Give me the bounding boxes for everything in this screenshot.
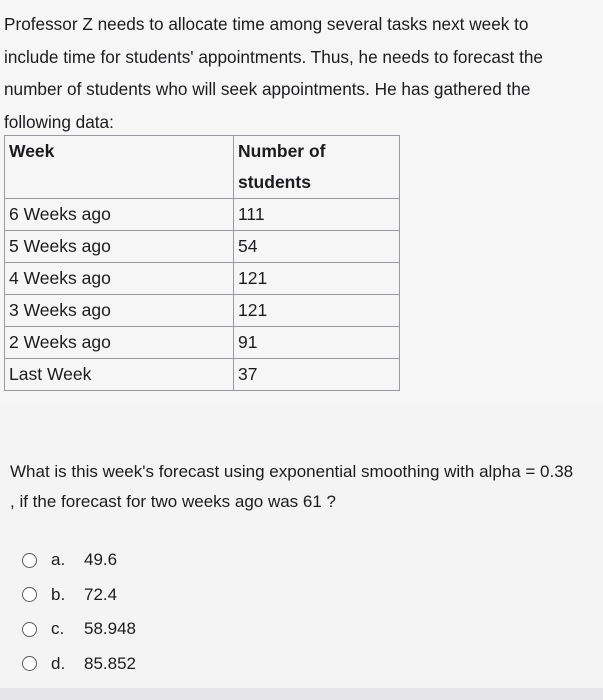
table-header-row: [5, 136, 400, 199]
table-row: [5, 359, 400, 391]
option-letter: c.: [51, 619, 65, 639]
option-c[interactable]: [22, 612, 136, 647]
radio-button-icon[interactable]: [22, 587, 37, 602]
option-letter: d.: [51, 653, 66, 673]
students-cell: 54: [234, 231, 400, 263]
table-row: [5, 199, 400, 231]
header-number-of-students: Number of students: [234, 136, 400, 199]
week-cell: 4 Weeks ago: [5, 263, 234, 295]
intro-line: number of students who will seek appointments. He has gathered the: [4, 79, 531, 99]
table-row: [5, 327, 400, 359]
answer-options: [22, 543, 136, 681]
table-row: [5, 231, 400, 263]
students-cell: 91: [234, 327, 400, 359]
question-panel: [0, 440, 603, 700]
option-letter: a.: [51, 550, 66, 570]
students-cell: 111: [234, 199, 400, 231]
students-cell: 121: [234, 295, 400, 327]
option-a[interactable]: [22, 543, 136, 578]
option-value: 85.852: [84, 653, 136, 673]
problem-statement: [4, 8, 594, 138]
radio-button-icon[interactable]: [22, 656, 37, 671]
students-cell: 121: [234, 263, 400, 295]
option-value: 49.6: [84, 550, 118, 570]
students-cell: 37: [234, 359, 400, 391]
header-week: Week: [5, 136, 234, 199]
option-value: 72.4: [84, 584, 118, 604]
week-cell: 2 Weeks ago: [5, 327, 234, 359]
question-text: [10, 457, 595, 517]
option-d[interactable]: [22, 647, 136, 682]
week-cell: 5 Weeks ago: [5, 231, 234, 263]
option-b[interactable]: [22, 578, 136, 613]
weekly-students-table: [4, 135, 400, 391]
option-letter: b.: [51, 584, 66, 604]
question-line: What is this week's forecast using exponential smoothing with alpha = 0.38: [10, 462, 574, 481]
week-cell: 6 Weeks ago: [5, 199, 234, 231]
intro-line: include time for students' appointments. Thus, he needs to forecast the: [4, 46, 543, 67]
radio-button-icon[interactable]: [22, 622, 37, 637]
question-line: , if the forecast for two weeks ago was 61 ?: [10, 492, 336, 511]
table-row: [5, 295, 400, 327]
week-cell: 3 Weeks ago: [5, 295, 234, 327]
week-cell: Last Week: [5, 359, 234, 391]
intro-line: following data:: [4, 111, 114, 132]
bottom-divider: [0, 688, 603, 700]
table-row: [5, 263, 400, 295]
intro-line: Professor Z needs to allocate time among several tasks next week to: [4, 14, 529, 34]
radio-button-icon[interactable]: [22, 553, 37, 568]
option-value: 58.948: [84, 619, 136, 639]
